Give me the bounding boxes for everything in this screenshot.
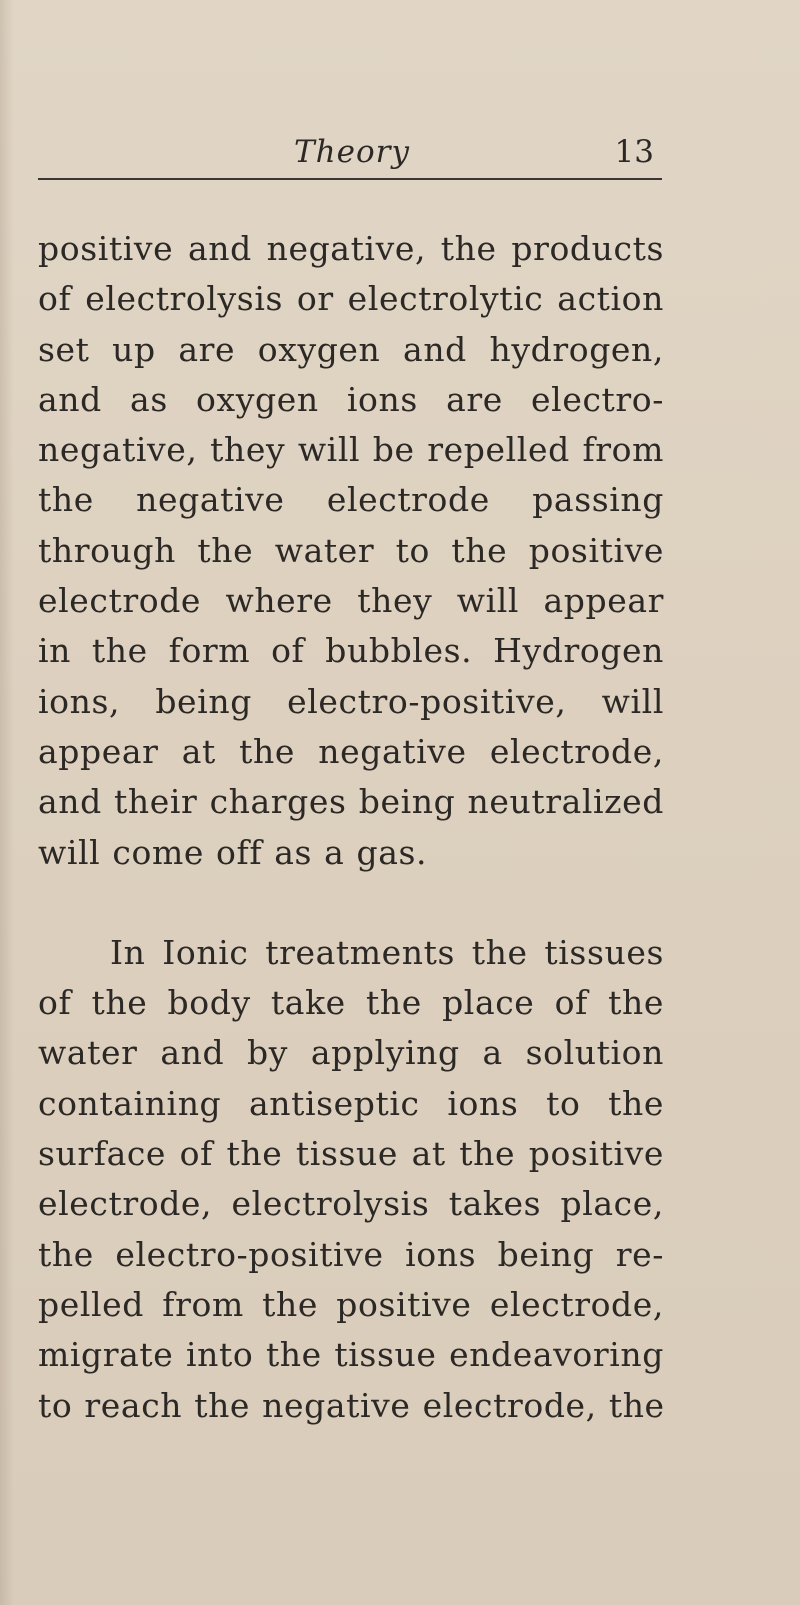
text-line: In Ionic treatments the tissues <box>110 932 664 972</box>
text-line: surface of the tissue at the positive <box>38 1134 664 1174</box>
text-line: through the water to the positive <box>38 530 664 570</box>
paragraph-1 <box>38 224 664 878</box>
header-rule <box>38 178 662 180</box>
page-number: 13 <box>614 134 654 170</box>
running-header <box>38 126 662 180</box>
text-line: electrode where they will appear <box>38 581 664 621</box>
running-title: Theory <box>294 134 410 170</box>
body-text <box>38 224 664 1431</box>
paragraph-2 <box>38 928 664 1431</box>
text-line: of electrolysis or electrolytic action <box>38 279 664 319</box>
text-line: to reach the negative electrode, the <box>38 1385 665 1425</box>
text-line: positive and negative, the products <box>38 229 664 268</box>
text-line: and as oxygen ions are electro- <box>38 379 664 419</box>
text-line: set up are oxygen and hydrogen, <box>38 329 664 369</box>
text-line: appear at the negative electrode, <box>38 731 664 771</box>
text-line: negative, they will be repelled from <box>38 430 664 470</box>
text-line: the electro-positive ions being re- <box>38 1234 664 1274</box>
text-line: in the form of bubbles. Hydrogen <box>38 631 664 671</box>
text-line: containing antiseptic ions to the <box>38 1083 664 1123</box>
text-line: migrate into the tissue endeavoring <box>38 1335 664 1375</box>
text-line: and their charges being neutralized <box>38 782 664 822</box>
text-line: electrode, electrolysis takes place, <box>38 1184 664 1224</box>
text-line: pelled from the positive electrode, <box>38 1284 664 1324</box>
text-line: of the body take the place of the <box>38 983 664 1023</box>
text-line: the negative electrode passing <box>38 480 664 520</box>
text-line: ions, being electro-positive, will <box>38 681 664 721</box>
text-line: water and by applying a solution <box>38 1033 664 1073</box>
page-edge-shadow <box>0 0 14 1605</box>
paragraph-gap <box>38 878 664 928</box>
text-line: will come off as a gas. <box>38 832 428 872</box>
